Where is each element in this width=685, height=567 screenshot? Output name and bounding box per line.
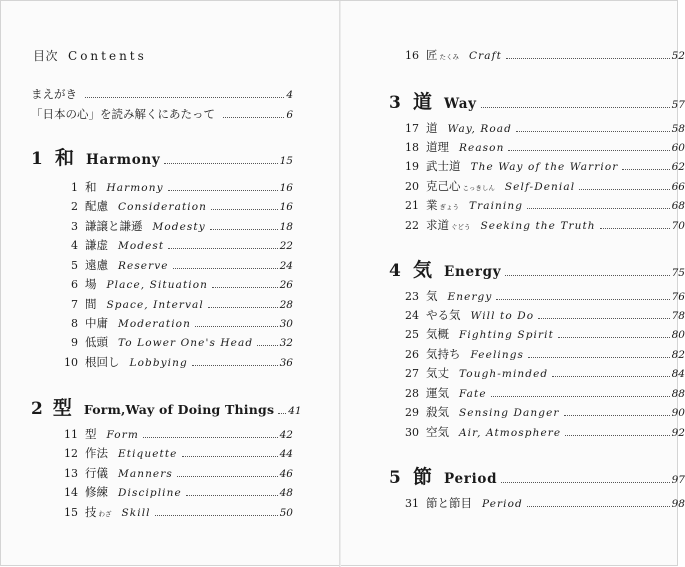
item-japanese: 中庸 — [85, 316, 108, 330]
entry-page: 6 — [286, 109, 293, 121]
item-japanese: 行儀 — [85, 466, 108, 480]
item-page: 44 — [279, 448, 293, 460]
item-english: Space, Interval — [106, 299, 204, 311]
item-english: Harmony — [106, 182, 164, 194]
item-number: 13 — [64, 467, 78, 480]
title-english: Contents — [68, 49, 147, 63]
item-page: 62 — [671, 161, 685, 173]
item-japanese: やる気 — [426, 308, 461, 322]
item-number: 1 — [71, 181, 78, 194]
chapter-kanji: 和 — [55, 147, 75, 169]
item-english: Moderation — [118, 318, 191, 330]
page-title — [33, 47, 147, 64]
item-japanese: 気概 — [426, 327, 449, 341]
chapter-number: 1 — [31, 149, 43, 169]
chapter-heading-period[interactable] — [389, 464, 685, 490]
leader-dots — [481, 107, 670, 108]
item-number: 12 — [64, 447, 78, 460]
item-number: 29 — [405, 406, 419, 419]
toc-item[interactable] — [56, 236, 293, 254]
leader-dots — [186, 495, 278, 496]
item-ruby: たくみ — [439, 53, 459, 61]
toc-item[interactable] — [397, 46, 685, 64]
item-english: Fate — [459, 388, 487, 400]
item-english: Place, Situation — [106, 279, 209, 291]
item-page: 22 — [279, 240, 293, 252]
leader-dots — [622, 169, 669, 170]
leader-dots — [558, 337, 670, 338]
item-page: 26 — [279, 279, 293, 291]
item-japanese: 場 — [85, 277, 97, 291]
chapter-kanji: 節 — [413, 466, 433, 488]
item-japanese: 気丈 — [426, 366, 449, 380]
chapter-number: 3 — [389, 93, 401, 113]
leader-dots — [210, 229, 278, 230]
item-japanese: 空気 — [426, 425, 449, 439]
toc-item[interactable] — [56, 314, 293, 332]
leader-dots — [155, 515, 278, 516]
item-english: Etiquette — [118, 448, 178, 460]
item-number: 31 — [405, 497, 419, 510]
leader-dots — [173, 268, 278, 269]
item-number: 10 — [64, 356, 78, 369]
item-number: 23 — [405, 290, 419, 303]
item-page: 16 — [279, 182, 293, 194]
item-page: 52 — [671, 50, 685, 62]
chapter-heading-form[interactable] — [31, 395, 302, 421]
chapter-number: 4 — [389, 261, 401, 281]
item-japanese: 間 — [85, 297, 97, 311]
item-number: 24 — [405, 309, 419, 322]
toc-item[interactable] — [397, 196, 685, 214]
item-page: 88 — [671, 388, 685, 400]
item-ruby: ぐどう — [451, 223, 471, 231]
item-page: 66 — [671, 181, 685, 193]
chapter-page: 57 — [671, 99, 685, 111]
leader-dots — [208, 307, 278, 308]
item-number: 30 — [405, 426, 419, 439]
item-number: 4 — [71, 239, 78, 252]
toc-item[interactable] — [56, 444, 293, 462]
item-japanese: 運気 — [426, 386, 449, 400]
item-japanese: 道理 — [426, 140, 449, 154]
leader-dots — [195, 326, 278, 327]
item-page: 76 — [671, 291, 685, 303]
item-page: 46 — [279, 468, 293, 480]
item-page: 36 — [279, 357, 293, 369]
item-page: 28 — [279, 299, 293, 311]
item-number: 25 — [405, 328, 419, 341]
item-page: 90 — [671, 407, 685, 419]
item-number: 9 — [71, 336, 78, 349]
item-number: 16 — [405, 49, 419, 62]
item-number: 19 — [405, 160, 419, 173]
chapter-title: Energy — [444, 264, 502, 280]
chapter-title: Form,Way of Doing Things — [83, 402, 275, 417]
toc-item[interactable] — [397, 403, 685, 421]
chapter-number: 2 — [31, 399, 43, 419]
item-number: 11 — [64, 428, 78, 441]
item-english: Fighting Spirit — [459, 329, 554, 341]
toc-item[interactable] — [397, 384, 685, 402]
item-number: 15 — [64, 506, 78, 519]
toc-item[interactable] — [56, 275, 293, 293]
item-japanese: 謙虚 — [85, 238, 108, 252]
item-japanese: 技 — [85, 505, 97, 519]
item-english: Self-Denial — [504, 181, 576, 193]
item-number: 20 — [405, 180, 419, 193]
item-page: 42 — [279, 429, 293, 441]
item-japanese: 求道 — [426, 218, 449, 232]
leader-dots — [516, 131, 670, 132]
right-page — [341, 1, 685, 567]
leader-dots — [538, 318, 669, 319]
item-page: 60 — [671, 142, 685, 154]
leader-dots — [257, 345, 277, 346]
toc-item[interactable] — [397, 306, 685, 324]
toc-item[interactable] — [397, 138, 685, 156]
item-page: 68 — [671, 200, 685, 212]
item-english: To Lower One's Head — [118, 337, 254, 349]
title-japanese: 目次 — [33, 49, 59, 63]
leader-dots — [505, 275, 669, 276]
toc-item[interactable] — [397, 423, 685, 441]
toc-item[interactable] — [56, 295, 293, 313]
toc-item[interactable] — [397, 177, 685, 195]
item-number: 27 — [405, 367, 419, 380]
chapter-heading-harmony[interactable] — [31, 145, 293, 171]
item-english: Seeking the Truth — [480, 220, 596, 232]
item-number: 7 — [71, 298, 78, 311]
item-english: Will to Do — [470, 310, 535, 322]
item-english: Sensing Danger — [459, 407, 560, 419]
item-page: 80 — [671, 329, 685, 341]
item-japanese: 武士道 — [426, 159, 461, 173]
toc-item[interactable] — [56, 503, 293, 521]
toc-item[interactable] — [397, 345, 685, 363]
item-english: Period — [482, 498, 523, 510]
left-page — [1, 1, 339, 567]
item-japanese: 気 — [426, 289, 438, 303]
chapter-number: 5 — [389, 468, 401, 488]
item-number: 3 — [71, 220, 78, 233]
leader-dots — [528, 357, 670, 358]
item-japanese: 低頭 — [85, 335, 108, 349]
toc-entry-preface[interactable] — [31, 85, 293, 103]
item-japanese: 配慮 — [85, 199, 108, 213]
item-japanese: 殺気 — [426, 405, 449, 419]
chapter-heading-energy[interactable] — [389, 257, 685, 283]
item-page: 30 — [279, 318, 293, 330]
leader-dots — [211, 209, 278, 210]
toc-item[interactable] — [397, 325, 685, 343]
toc-item[interactable] — [56, 217, 293, 235]
item-english: Energy — [447, 291, 493, 303]
toc-item[interactable] — [56, 353, 293, 371]
leader-dots — [496, 299, 669, 300]
toc-item[interactable] — [56, 197, 293, 215]
chapter-kanji: 気 — [413, 259, 433, 281]
item-number: 17 — [405, 122, 419, 135]
item-number: 5 — [71, 259, 78, 272]
item-number: 26 — [405, 348, 419, 361]
toc-item[interactable] — [56, 483, 293, 501]
item-japanese: 型 — [85, 427, 97, 441]
entry-page: 4 — [286, 89, 293, 101]
leader-dots — [168, 248, 277, 249]
item-page: 24 — [279, 260, 293, 272]
leader-dots — [85, 97, 284, 98]
chapter-page: 75 — [671, 267, 685, 279]
item-ruby: ぎょう — [439, 203, 459, 211]
item-number: 8 — [71, 317, 78, 330]
leader-dots — [223, 117, 284, 118]
item-japanese: 謙譲と謙遜 — [85, 219, 143, 233]
toc-item[interactable] — [56, 333, 293, 351]
toc-item[interactable] — [397, 157, 685, 175]
leader-dots — [579, 189, 669, 190]
item-english: The Way of the Warrior — [470, 161, 619, 173]
toc-item[interactable] — [56, 425, 293, 443]
item-english: Way, Road — [447, 123, 512, 135]
item-ruby: わざ — [98, 510, 112, 518]
leader-dots — [527, 506, 670, 507]
leader-dots — [564, 415, 670, 416]
leader-dots — [182, 456, 278, 457]
item-ruby: こっきしん — [462, 184, 495, 192]
item-english: Feelings — [470, 349, 525, 361]
item-page: 48 — [279, 487, 293, 499]
item-page: 98 — [671, 498, 685, 510]
chapter-title: Harmony — [86, 152, 161, 168]
item-english: Lobbying — [129, 357, 188, 369]
item-number: 14 — [64, 486, 78, 499]
item-japanese: 節と節目 — [426, 496, 472, 510]
item-page: 70 — [671, 220, 685, 232]
item-japanese: 作法 — [85, 446, 108, 460]
item-japanese: 克己心 — [426, 179, 461, 193]
toc-item[interactable] — [397, 287, 685, 305]
item-english: Consideration — [118, 201, 208, 213]
item-english: Craft — [469, 50, 502, 62]
leader-dots — [552, 376, 669, 377]
leader-dots — [177, 476, 278, 477]
item-english: Training — [469, 200, 524, 212]
toc-item[interactable] — [397, 364, 685, 382]
item-page: 50 — [279, 507, 293, 519]
item-english: Manners — [118, 468, 173, 480]
leader-dots — [527, 208, 670, 209]
item-page: 32 — [279, 337, 293, 349]
chapter-page: 15 — [279, 155, 293, 167]
entry-title: まえがき — [31, 87, 77, 101]
item-number: 18 — [405, 141, 419, 154]
toc-entry-introduction[interactable] — [31, 105, 293, 123]
leader-dots — [565, 435, 669, 436]
leader-dots — [212, 287, 278, 288]
item-english: Reserve — [118, 260, 169, 272]
item-number: 21 — [405, 199, 419, 212]
toc-item[interactable] — [56, 256, 293, 274]
item-japanese: 気持ち — [426, 347, 461, 361]
toc-item[interactable] — [56, 464, 293, 482]
entry-title: 「日本の心」を読み解くにあたって — [31, 107, 215, 121]
leader-dots — [143, 437, 278, 438]
item-japanese: 業 — [426, 198, 438, 212]
item-page: 18 — [279, 221, 293, 233]
item-page: 16 — [279, 201, 293, 213]
item-japanese: 遠慮 — [85, 258, 108, 272]
toc-item[interactable] — [397, 494, 685, 512]
toc-item[interactable] — [397, 119, 685, 137]
item-english: Reason — [459, 142, 505, 154]
item-english: Air, Atmosphere — [459, 427, 562, 439]
item-page: 92 — [671, 427, 685, 439]
item-number: 6 — [71, 278, 78, 291]
item-number: 2 — [71, 200, 78, 213]
item-number: 28 — [405, 387, 419, 400]
chapter-heading-way[interactable] — [389, 89, 685, 115]
item-japanese: 根回し — [85, 355, 120, 369]
item-japanese: 和 — [85, 180, 97, 194]
leader-dots — [278, 413, 286, 414]
item-number: 22 — [405, 219, 419, 232]
item-english: Discipline — [118, 487, 182, 499]
leader-dots — [600, 228, 670, 229]
item-page: 58 — [671, 123, 685, 135]
item-english: Skill — [121, 507, 151, 519]
leader-dots — [164, 163, 277, 164]
chapter-page: 97 — [671, 474, 685, 486]
leader-dots — [192, 365, 278, 366]
item-english: Modest — [118, 240, 165, 252]
chapter-title: Period — [444, 471, 498, 487]
item-english: Tough-minded — [459, 368, 549, 380]
item-page: 78 — [671, 310, 685, 322]
item-english: Form — [106, 429, 139, 441]
leader-dots — [508, 150, 669, 151]
item-japanese: 修練 — [85, 485, 108, 499]
leader-dots — [506, 58, 670, 59]
chapter-title: Way — [444, 96, 477, 112]
item-page: 82 — [671, 349, 685, 361]
toc-item[interactable] — [397, 216, 685, 234]
item-page: 84 — [671, 368, 685, 380]
toc-item[interactable] — [56, 178, 293, 196]
chapter-page: 41 — [288, 405, 302, 417]
leader-dots — [501, 482, 669, 483]
leader-dots — [491, 396, 670, 397]
item-japanese: 道 — [426, 121, 438, 135]
item-english: Modesty — [152, 221, 206, 233]
item-japanese: 匠 — [426, 48, 438, 62]
chapter-kanji: 道 — [413, 91, 433, 113]
leader-dots — [168, 190, 278, 191]
chapter-kanji: 型 — [52, 397, 72, 419]
